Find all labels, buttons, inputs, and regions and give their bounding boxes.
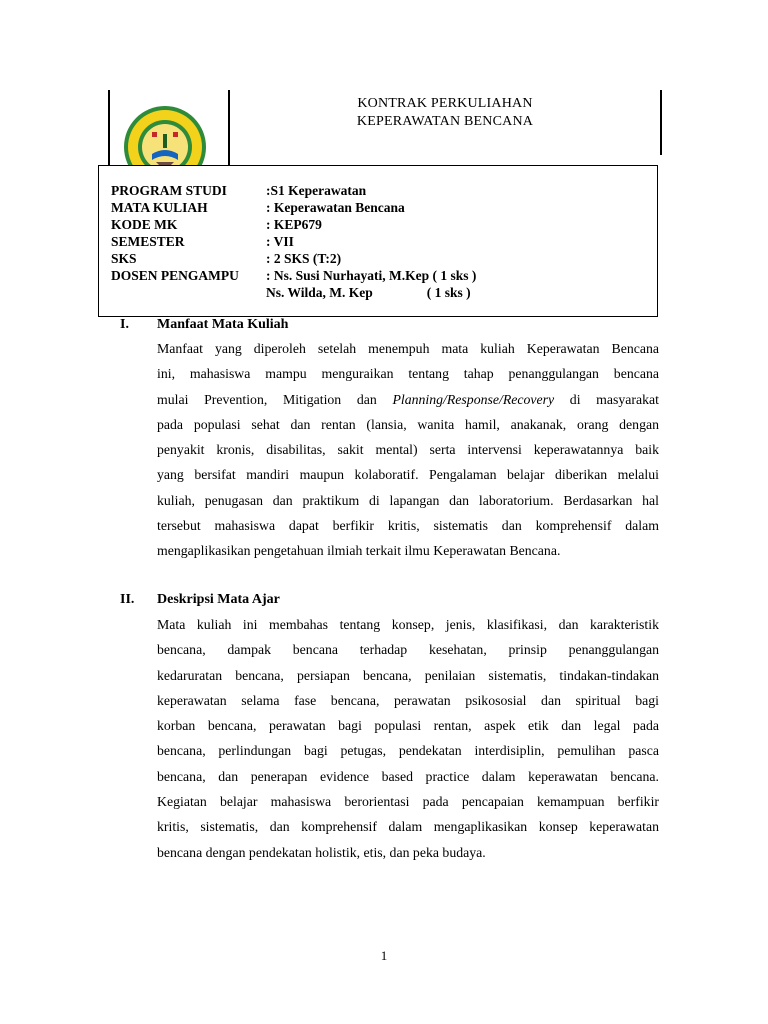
section-number: II.: [120, 592, 135, 607]
paragraph-line: bencana, perlindungan bagi petugas, pendekatan interdisiplin, pemulihan pasca: [157, 743, 659, 759]
section-title: Manfaat Mata Kuliah: [157, 317, 289, 332]
info-label: KODE MK: [111, 217, 178, 232]
page-number: 1: [380, 948, 388, 963]
section-paragraph: [157, 336, 659, 564]
paragraph-line: keperawatan selama fase bencana, perawatan psikososial dan spiritual bagi: [157, 692, 659, 708]
info-value: : Keperawatan Bencana: [266, 200, 405, 215]
info-label: SKS: [111, 251, 137, 266]
info-value: : VII: [266, 234, 294, 249]
paragraph-line: tersebut mahasiswa dapat berfikir kritis, sistematis dan komprehensif dalam: [157, 518, 659, 534]
header-frame-left: [108, 90, 110, 165]
paragraph-line: yang bersifat mandiri maupun kolaboratif. Pengalaman belajar diberikan melalui: [157, 467, 659, 483]
info-value: : Ns. Susi Nurhayati, M.Kep ( 1 sks ): [266, 268, 477, 283]
paragraph-line: mengaplikasikan pengetahuan ilmiah terkait ilmu Keperawatan Bencana.: [157, 543, 561, 559]
document-title-line2: KEPERAWATAN BENCANA: [356, 114, 534, 129]
paragraph-line: pada populasi sehat dan rentan (lansia, wanita hamil, anakanak, orang dengan: [157, 416, 659, 432]
info-value: Ns. Wilda, M. Kep ( 1 sks ): [266, 285, 471, 300]
info-label: DOSEN PENGAMPU: [111, 268, 239, 283]
paragraph-line: bencana dengan pendekatan holistik, etis, dan peka budaya.: [157, 844, 486, 860]
paragraph-line: mulai Prevention, Mitigation dan Planning/Response/Recovery di masyarakat: [157, 391, 660, 407]
header-frame-right: [660, 90, 662, 155]
section-title: Deskripsi Mata Ajar: [157, 592, 280, 607]
paragraph-line: bencana, dampak bencana terhadap kesehatan, prinsip penanggulangan: [157, 642, 659, 658]
paragraph-line: Mata kuliah ini membahas tentang konsep, jenis, klasifikasi, dan karakteristik: [157, 617, 659, 632]
paragraph-line: ini, mahasiswa mampu menguraikan tentang tahap penanggulangan bencana: [157, 366, 659, 382]
paragraph-line: kritis, sistematis, dan komprehensif dalam mengaplikasikan konsep keperawatan: [157, 819, 659, 835]
info-label: SEMESTER: [111, 234, 185, 249]
info-value: : KEP679: [266, 217, 322, 232]
paragraph-line: bencana, dan penerapan evidence based practice dalam keperawatan bencana.: [157, 768, 659, 784]
section-paragraph: [157, 612, 659, 865]
info-label: MATA KULIAH: [111, 200, 208, 215]
italic-term: Planning/Response/Recovery: [392, 391, 555, 407]
paragraph-line: Kegiatan belajar mahasiswa berorientasi pada pencapaian kemampuan berfikir: [157, 794, 659, 810]
paragraph-line: Manfaat yang diperoleh setelah menempuh mata kuliah Keperawatan Bencana: [157, 341, 659, 356]
paragraph-line: penyakit kronis, disabilitas, sakit mental) serta intervensi keperawatannya baik: [157, 442, 659, 458]
paragraph-line: kuliah, penugasan dan praktikum di lapangan dan laboratorium. Berdasarkan hal: [157, 492, 659, 508]
section-number: I.: [120, 317, 129, 332]
info-label: PROGRAM STUDI: [111, 183, 227, 198]
paragraph-line: korban bencana, perawatan bagi populasi rentan, aspek etik dan legal pada: [157, 718, 659, 734]
document-title-line1: KONTRAK PERKULIAHAN: [357, 96, 533, 111]
info-value: : 2 SKS (T:2): [266, 251, 342, 266]
info-value: :S1 Keperawatan: [266, 183, 367, 198]
paragraph-line: kedaruratan bencana, persiapan bencana, penilaian sistematis, tindakan-tindakan: [157, 667, 659, 683]
course-info-box: [98, 165, 658, 317]
